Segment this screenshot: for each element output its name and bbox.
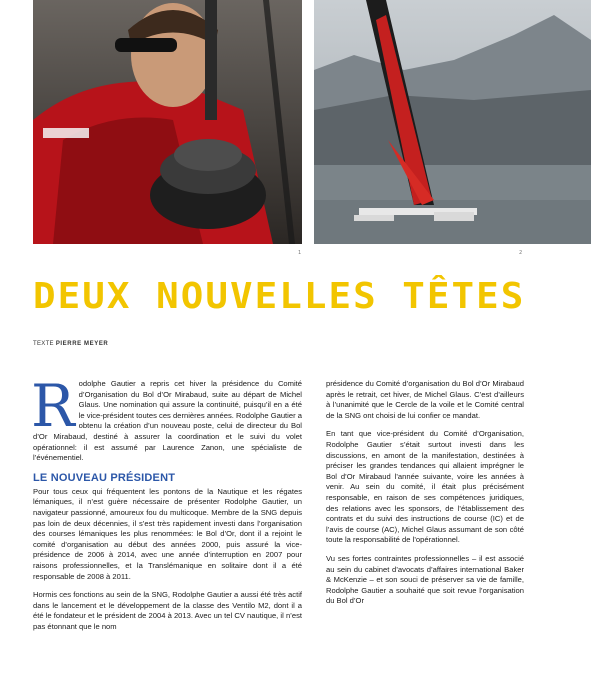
body-paragraph: En tant que vice-président du Comité d’Organisation, Rodolphe Gautier s’était surtout investi dans les discussions, en amont de la manifestation, destinées à préciser les grandes tendances qui allaient imprégner le Bol d’Or Mirabaud l’année suivante, voire les années à venir. Au sein du comité, il était plus précisément responsable, en raison de ses compétences juridiques, des relations avec les sponsors, de l’établissement des contrats et du suivi des instructions de course (IC) et de l’avis de course (AC), Michel Glaus assumant de son côté toute la responsabilité de l’opérationnel. (326, 429, 524, 545)
photo-caption-number: 1 (298, 250, 302, 256)
body-paragraph: Hormis ces fonctions au sein de la SNG, Rodolphe Gautier a aussi été très actif dans le lancement et le développement de la classe des Ventilo M2, dont il a été le fondateur et le président de 2004 à 2013. Avec un tel CV nautique, il n’est pas étonnant que le nom (33, 590, 302, 631)
byline-author: PIERRE MEYER (55, 341, 109, 347)
photo-catamaran-on-lake (314, 0, 591, 244)
drop-cap: R (31, 372, 75, 440)
body-paragraph: Vu ses fortes contraintes professionnelles – il est associé au sein du cabinet d’avocats d’affaires international Baker & McKenzie – et son souci de préserver sa vie de famille, Rodolphe Gautier a souhaité que soit revue l’organisation du Bol d’Or (326, 553, 524, 606)
byline-prefix: TEXTE (33, 341, 54, 347)
article-column-right (326, 379, 524, 615)
photo-sailor-at-winch (33, 0, 302, 244)
byline (33, 341, 108, 347)
article-headline: DEUX NOUVELLES TÊTES (33, 276, 526, 317)
body-paragraph: Pour tous ceux qui fréquentent les pontons de la Nautique et les régates lémaniques, il n’est guère nécessaire de présenter Rodolphe Gautier, un navigateur passionné, amoureux fou du multicoque. Membre de la SNG depuis pas loin de deux décennies, il s’est très rapidement investi dans l’organisation des courses lémaniques les plus renommées: le Bol d’Or, dont il a rejoint le comité d’organisation au début des années 2000, puis assuré la vice-présidence de 2006 à 2014, avec une année d’interruption en 2007 pour raisons professionnelles, et la Translémanique en solitaire dont il a été responsable de 2008 à 2011. (33, 486, 302, 581)
article-column-left (31, 372, 302, 640)
intro-paragraph (31, 372, 302, 464)
body-paragraph: présidence du Comité d’organisation du Bol d’Or Mirabaud après le retrait, cet hiver, de Michel Glaus. C’est d’ailleurs à l’unanimité que le Cercle de la voile et le Comité central de la SNG ont choisi de lui confier ce mandat. (326, 379, 524, 420)
section-subheading: LE NOUVEAU PRÉSIDENT (33, 471, 176, 484)
intro-text: odolphe Gautier a repris cet hiver la présidence du Comité d’Organisation du Bol d’Or Mirabaud, suite au départ de Michel Glaus. Une nomination qui assure la continuité, puisqu’il en a été le vice-président toutes ces dernières années. Rodolphe Gautier a obtenu la création d’un nouveau poste, celui de directeur du Bol d’Or Mirabaud, destiné à assurer la coordination et le suivi du volet opérationnel: il est assumé par Laurence Zanon, une spécialiste de l’événementiel. (33, 379, 302, 463)
photo-caption-number: 2 (519, 250, 523, 256)
